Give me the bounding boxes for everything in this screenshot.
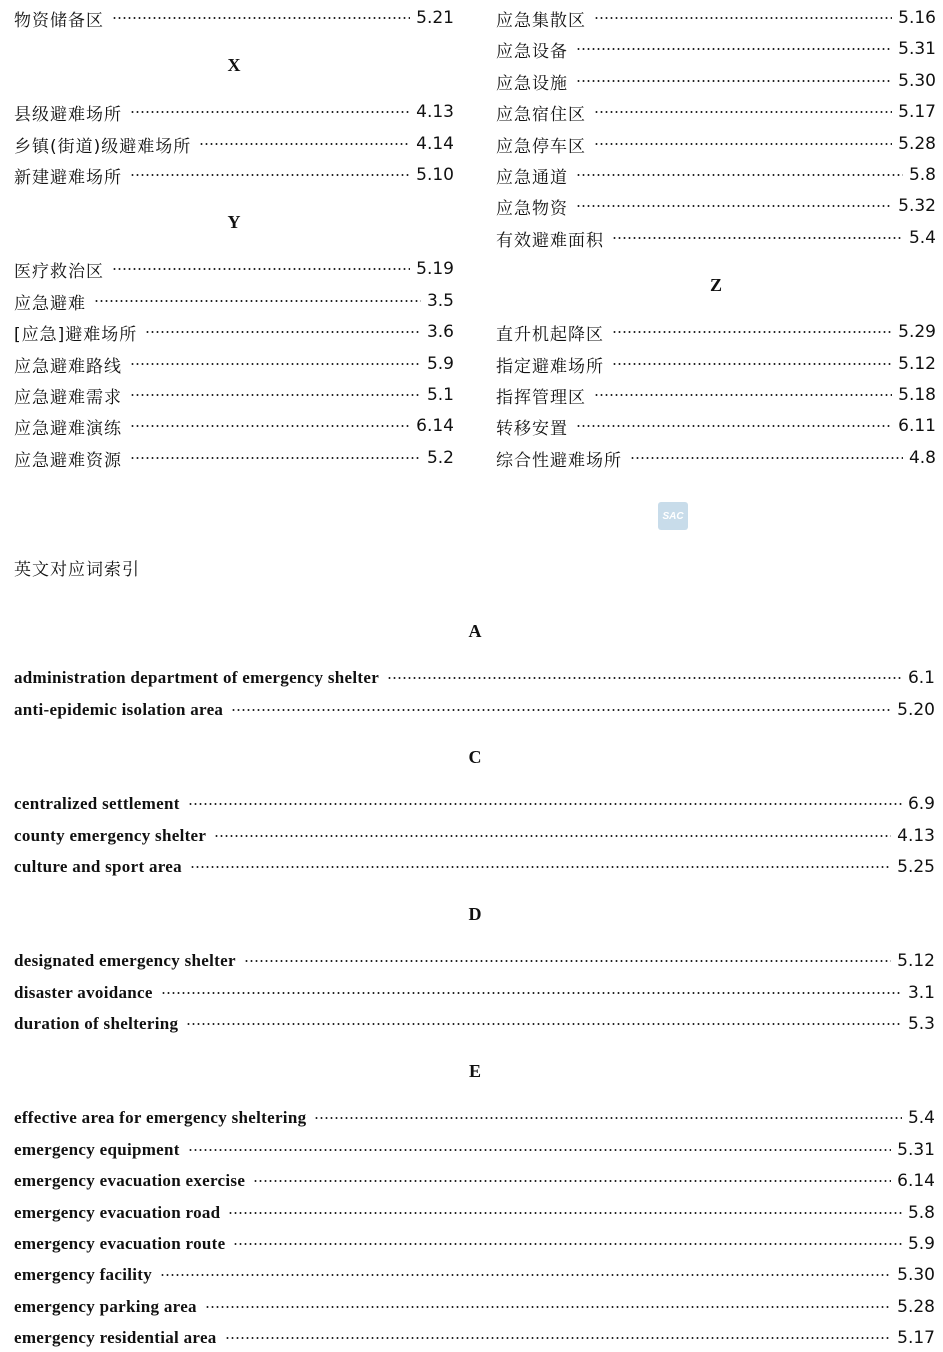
index-term: 综合性避难场所 — [496, 450, 622, 471]
clause-number: 4.14 — [416, 134, 454, 154]
index-entry — [496, 224, 936, 252]
index-term: 新建避难场所 — [14, 167, 122, 188]
index-term: 医疗救治区 — [14, 261, 104, 282]
clause-number: 6.14 — [416, 416, 454, 436]
index-entry — [14, 4, 454, 32]
index-term: centralized settlement — [14, 794, 180, 813]
clause-number: 4.8 — [908, 448, 936, 468]
clause-number: 6.1 — [907, 668, 935, 688]
index-entry — [14, 161, 454, 189]
index-entry — [496, 381, 936, 409]
letter-heading-z: Z — [709, 275, 722, 295]
sac-watermark-logo: SAC — [658, 502, 688, 530]
letter-heading-e: E — [468, 1061, 481, 1081]
index-term: 物资储备区 — [14, 10, 104, 31]
leader-dots — [576, 425, 892, 427]
leader-dots — [314, 1117, 902, 1119]
leader-dots — [594, 143, 892, 145]
clause-number: 5.28 — [897, 1297, 935, 1317]
clause-number: 3.1 — [907, 983, 935, 1003]
section-title: 英文对应词索引 — [14, 560, 140, 580]
clause-number: 5.2 — [426, 448, 454, 468]
clause-number: 5.10 — [416, 165, 454, 185]
letter-heading-d: D — [468, 904, 482, 924]
index-entry — [14, 790, 935, 818]
leader-dots — [225, 1337, 892, 1339]
clause-number: 6.14 — [897, 1171, 935, 1191]
leader-dots — [576, 205, 892, 207]
leader-dots — [161, 992, 902, 994]
letter-heading-c: C — [468, 747, 482, 767]
index-term: 县级避难场所 — [14, 104, 122, 125]
index-term: 应急避难路线 — [14, 356, 122, 377]
leader-dots — [130, 394, 421, 396]
index-entry — [14, 696, 935, 724]
index-term: 直升机起降区 — [496, 324, 604, 345]
leader-dots — [130, 457, 421, 459]
leader-dots — [231, 709, 891, 711]
leader-dots — [612, 237, 903, 239]
index-term: 乡镇(街道)级避难场所 — [14, 136, 192, 157]
leader-dots — [253, 1180, 891, 1182]
leader-dots — [594, 17, 892, 19]
clause-number: 5.3 — [907, 1014, 935, 1034]
leader-dots — [576, 48, 892, 50]
index-entry — [14, 130, 454, 158]
index-term: 应急避难演练 — [14, 418, 122, 439]
index-term: emergency evacuation route — [14, 1234, 226, 1253]
leader-dots — [576, 80, 892, 82]
clause-number: 5.31 — [897, 1140, 935, 1160]
index-entry — [14, 1261, 935, 1289]
clause-number: 5.32 — [898, 196, 936, 216]
index-entry — [14, 853, 935, 881]
index-term: 应急停车区 — [496, 136, 586, 157]
index-term: 应急避难需求 — [14, 387, 122, 408]
index-entry — [14, 350, 454, 378]
index-entry — [496, 412, 936, 440]
index-entry — [496, 161, 936, 189]
leader-dots — [188, 803, 902, 805]
leader-dots — [130, 111, 410, 113]
index-term: 应急物资 — [496, 198, 568, 219]
leader-dots — [612, 331, 892, 333]
index-entry — [496, 130, 936, 158]
index-entry — [496, 444, 936, 472]
clause-number: 5.8 — [908, 165, 936, 185]
index-entry — [496, 67, 936, 95]
index-term: 应急避难 — [14, 293, 86, 314]
index-term: 应急设施 — [496, 73, 568, 94]
index-term: duration of sheltering — [14, 1014, 179, 1033]
index-term: culture and sport area — [14, 857, 182, 876]
clause-number: 5.4 — [907, 1108, 935, 1128]
leader-dots — [145, 331, 421, 333]
clause-number: 5.16 — [898, 8, 936, 28]
clause-number: 6.11 — [898, 416, 936, 436]
index-entry — [14, 979, 935, 1007]
index-entry — [496, 192, 936, 220]
index-entry — [496, 350, 936, 378]
index-term: 应急集散区 — [496, 10, 586, 31]
index-entry — [496, 318, 936, 346]
leader-dots — [387, 677, 902, 679]
clause-number: 5.18 — [898, 385, 936, 405]
index-entry — [14, 287, 454, 315]
letter-heading-x: X — [227, 55, 241, 75]
index-entry — [14, 664, 935, 692]
leader-dots — [594, 394, 892, 396]
letter-heading-a: A — [468, 621, 482, 641]
clause-number: 5.28 — [898, 134, 936, 154]
leader-dots — [199, 143, 410, 145]
leader-dots — [112, 268, 410, 270]
index-entry — [496, 4, 936, 32]
index-entry — [14, 1199, 935, 1227]
clause-number: 5.20 — [897, 700, 935, 720]
index-term: 应急宿住区 — [496, 104, 586, 125]
clause-number: 5.17 — [898, 102, 936, 122]
index-term: emergency equipment — [14, 1140, 180, 1159]
index-entry — [14, 1010, 935, 1038]
index-entry — [14, 98, 454, 126]
index-term: 应急设备 — [496, 41, 568, 62]
index-term: county emergency shelter — [14, 826, 207, 845]
index-term: 有效避难面积 — [496, 230, 604, 251]
clause-number: 5.9 — [907, 1234, 935, 1254]
index-term: 指挥管理区 — [496, 387, 586, 408]
index-entry — [496, 35, 936, 63]
index-term: effective area for emergency sheltering — [14, 1108, 307, 1127]
index-term: administration department of emergency shelter — [14, 668, 380, 687]
clause-number: 5.1 — [426, 385, 454, 405]
clause-number: 4.13 — [897, 826, 935, 846]
clause-number: 5.19 — [416, 259, 454, 279]
clause-number: 5.30 — [898, 71, 936, 91]
clause-number: 4.13 — [416, 102, 454, 122]
clause-number: 3.6 — [426, 322, 454, 342]
index-entry — [496, 98, 936, 126]
index-entry — [14, 1136, 935, 1164]
index-term: anti-epidemic isolation area — [14, 700, 224, 719]
leader-dots — [190, 866, 891, 868]
leader-dots — [112, 17, 410, 19]
index-entry — [14, 255, 454, 283]
clause-number: 5.9 — [426, 354, 454, 374]
clause-number: 5.30 — [897, 1265, 935, 1285]
index-entry — [14, 1293, 935, 1321]
leader-dots — [186, 1023, 902, 1025]
index-entry — [14, 822, 935, 850]
index-entry — [14, 947, 935, 975]
leader-dots — [244, 960, 891, 962]
index-term: 转移安置 — [496, 418, 568, 439]
leader-dots — [188, 1149, 891, 1151]
leader-dots — [233, 1243, 902, 1245]
index-term: 指定避难场所 — [496, 356, 604, 377]
clause-number: 3.5 — [426, 291, 454, 311]
index-entry — [14, 412, 454, 440]
index-term: [应急]避难场所 — [14, 324, 138, 345]
index-term: emergency facility — [14, 1265, 153, 1284]
index-term: emergency parking area — [14, 1297, 197, 1316]
clause-number: 5.12 — [897, 951, 935, 971]
leader-dots — [630, 457, 903, 459]
clause-number: 5.17 — [897, 1328, 935, 1348]
leader-dots — [160, 1274, 891, 1276]
leader-dots — [214, 835, 891, 837]
clause-number: 5.25 — [897, 857, 935, 877]
clause-number: 5.8 — [907, 1203, 935, 1223]
leader-dots — [205, 1306, 891, 1308]
leader-dots — [576, 174, 903, 176]
index-term: disaster avoidance — [14, 983, 153, 1002]
index-term: designated emergency shelter — [14, 951, 236, 970]
index-entry — [14, 318, 454, 346]
index-entry — [14, 381, 454, 409]
leader-dots — [130, 174, 410, 176]
index-entry — [14, 1324, 935, 1352]
leader-dots — [594, 111, 892, 113]
index-entry — [14, 1167, 935, 1195]
clause-number: 6.9 — [907, 794, 935, 814]
leader-dots — [130, 425, 410, 427]
clause-number: 5.12 — [898, 354, 936, 374]
leader-dots — [612, 363, 892, 365]
leader-dots — [228, 1212, 902, 1214]
index-entry — [14, 444, 454, 472]
leader-dots — [130, 363, 421, 365]
index-term: emergency residential area — [14, 1328, 217, 1347]
index-entry — [14, 1104, 935, 1132]
index-term: emergency evacuation exercise — [14, 1171, 246, 1190]
index-term: 应急通道 — [496, 167, 568, 188]
index-term: emergency evacuation road — [14, 1203, 221, 1222]
leader-dots — [94, 300, 421, 302]
letter-heading-y: Y — [227, 212, 241, 232]
clause-number: 5.31 — [898, 39, 936, 59]
clause-number: 5.29 — [898, 322, 936, 342]
clause-number: 5.4 — [908, 228, 936, 248]
clause-number: 5.21 — [416, 8, 454, 28]
index-term: 应急避难资源 — [14, 450, 122, 471]
index-entry — [14, 1230, 935, 1258]
